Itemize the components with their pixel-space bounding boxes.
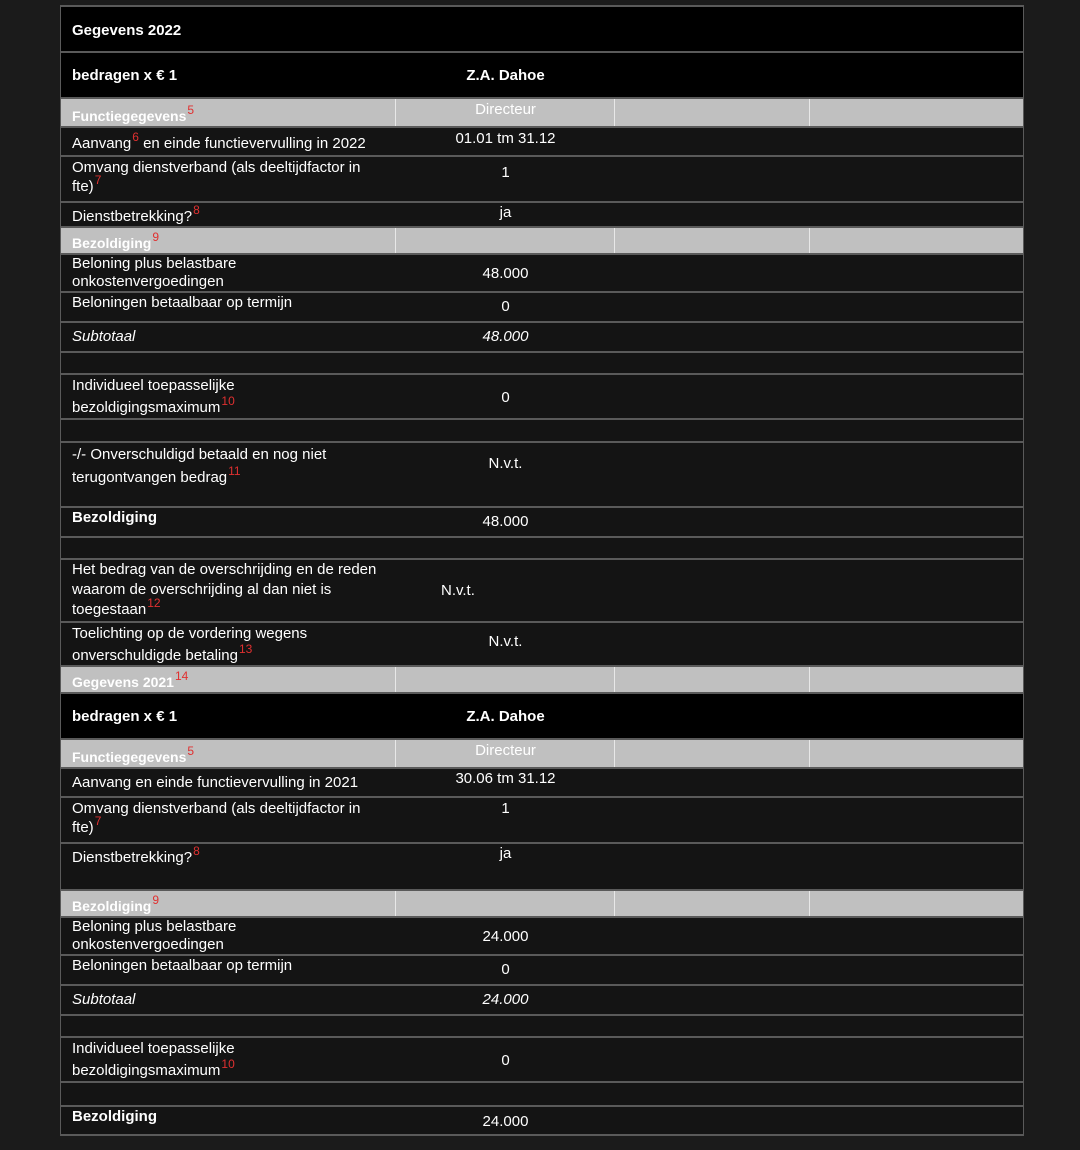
- section-label: Gegevens 2021$^{14}$: [72, 669, 189, 690]
- section-label: Bezoldiging$^9$: [72, 893, 160, 914]
- table-title-row: [61, 5, 1023, 51]
- row-label: Het bedrag van de overschrijding en de reden waarom de overschrijding al dan niet is toegestaan$^{12}$: [72, 561, 377, 618]
- spacer-row: [61, 1014, 1023, 1036]
- row-value: 48.000: [482, 513, 529, 530]
- footnote-marker: 5: [187, 103, 195, 117]
- row-value: 0: [501, 298, 510, 315]
- wnt-table: [60, 5, 1024, 1136]
- footnote-marker: 6: [132, 130, 139, 144]
- row-value: 01.01 tm 31.12: [455, 130, 556, 147]
- footnote-marker: 11: [228, 464, 241, 478]
- row-value: 24.000: [482, 1113, 529, 1130]
- spacer-row: [61, 351, 1023, 373]
- table-row: [61, 1036, 1023, 1081]
- row-label: Beloning plus belastbare onkostenvergoedingen: [72, 918, 237, 953]
- row-label: Beloningen betaalbaar op termijn: [72, 294, 293, 311]
- footnote-marker: 8: [193, 844, 200, 858]
- section-row-bezoldiging: [61, 226, 1023, 253]
- footnote-marker: 13: [238, 642, 253, 656]
- row-value: ja: [499, 204, 512, 221]
- table-row: [61, 126, 1023, 155]
- row-label: Aanvang en einde functievervulling in 2021: [72, 774, 359, 791]
- row-label: -/- Onverschuldigd betaald en nog niet terugontvangen bedrag$^{11}$: [72, 446, 327, 486]
- spacer-row: [61, 418, 1023, 441]
- amounts-unit-label: bedragen x € 1: [72, 67, 178, 84]
- table-row: [61, 506, 1023, 536]
- table-title: Gegevens 2022: [72, 22, 182, 39]
- row-value: 0: [501, 961, 510, 978]
- row-value: 48.000: [482, 328, 529, 345]
- row-label: Individueel toepasselijke bezoldigingsmaximum$^{10}$: [72, 1040, 235, 1079]
- amounts-unit-label: bedragen x € 1: [72, 708, 178, 725]
- footnote-marker: 5: [187, 744, 195, 758]
- spacer-row: [61, 536, 1023, 558]
- footnote-marker: 10: [221, 1057, 235, 1071]
- row-value: 1: [501, 164, 510, 181]
- row-value: 24.000: [482, 991, 529, 1008]
- row-label: Aanvang$^6$ en einde functievervulling in 2022: [72, 130, 366, 152]
- row-label: Omvang dienstverband (als deeltijdfactor in fte)$^7$: [72, 800, 361, 836]
- row-label: Individueel toepasselijke bezoldigingsmaximum$^{10}$: [72, 377, 235, 416]
- table-row: [61, 842, 1023, 889]
- row-value: 30.06 tm 31.12: [455, 770, 556, 787]
- section-row-bezoldiging: [61, 889, 1023, 916]
- table-row: [61, 201, 1023, 226]
- table-row: [61, 558, 1023, 621]
- section-label: Functiegegevens$^5$: [72, 744, 195, 765]
- row-label: Toelichting op de vordering wegens onverschuldigde betaling$^{13}$: [72, 625, 308, 664]
- table-row: [61, 984, 1023, 1014]
- row-label: Dienstbetrekking?$^8$: [72, 844, 200, 866]
- section-row-gegevens-2021: [61, 665, 1023, 692]
- row-value: ja: [499, 845, 512, 862]
- footnote-marker: 14: [174, 669, 189, 683]
- section-label: Functiegegevens$^5$: [72, 103, 195, 124]
- row-label: Bezoldiging: [72, 509, 157, 526]
- footnote-marker: 7: [94, 814, 102, 828]
- row-label: Subtotaal: [72, 991, 136, 1008]
- table-row: [61, 291, 1023, 321]
- footnote-marker: 7: [94, 173, 102, 187]
- row-value: 0: [501, 1052, 510, 1069]
- row-value: N.v.t.: [441, 582, 475, 599]
- footnote-marker: 8: [193, 203, 200, 217]
- row-label: Beloning plus belastbare onkostenvergoedingen: [72, 255, 237, 290]
- row-label: Subtotaal: [72, 328, 136, 345]
- row-label: Omvang dienstverband (als deeltijdfactor in fte)$^7$: [72, 159, 361, 195]
- row-value: N.v.t.: [488, 455, 523, 472]
- table-row: [61, 441, 1023, 506]
- section-row-functiegegevens: [61, 738, 1023, 767]
- function-title: Directeur: [475, 742, 536, 759]
- header-row: [61, 692, 1023, 738]
- function-title: Directeur: [475, 101, 536, 118]
- footnote-marker: 9: [152, 230, 160, 244]
- row-value: 0: [501, 389, 510, 406]
- person-name: Z.A. Dahoe: [466, 708, 545, 725]
- row-label: Dienstbetrekking?$^8$: [72, 203, 200, 225]
- table-row: [61, 321, 1023, 351]
- table-row: [61, 253, 1023, 291]
- row-value: 24.000: [482, 928, 529, 945]
- table-row: [61, 1105, 1023, 1136]
- footnote-marker: 12: [147, 596, 161, 610]
- section-label: Bezoldiging$^9$: [72, 230, 160, 251]
- section-row-functiegegevens: [61, 97, 1023, 126]
- table-row: [61, 954, 1023, 984]
- row-value: 1: [501, 800, 510, 817]
- table-row: [61, 916, 1023, 954]
- table-row: [61, 155, 1023, 201]
- header-row: [61, 51, 1023, 97]
- footnote-marker: 9: [152, 893, 160, 907]
- person-name: Z.A. Dahoe: [466, 67, 545, 84]
- footnote-marker: 10: [221, 394, 235, 408]
- row-label: Bezoldiging: [72, 1108, 157, 1125]
- row-value: 48.000: [482, 265, 529, 282]
- row-label: Beloningen betaalbaar op termijn: [72, 957, 293, 974]
- table-row: [61, 767, 1023, 796]
- table-row: [61, 621, 1023, 665]
- row-value: N.v.t.: [488, 633, 523, 650]
- spacer-row: [61, 1081, 1023, 1105]
- table-row: [61, 796, 1023, 842]
- table-row: [61, 373, 1023, 418]
